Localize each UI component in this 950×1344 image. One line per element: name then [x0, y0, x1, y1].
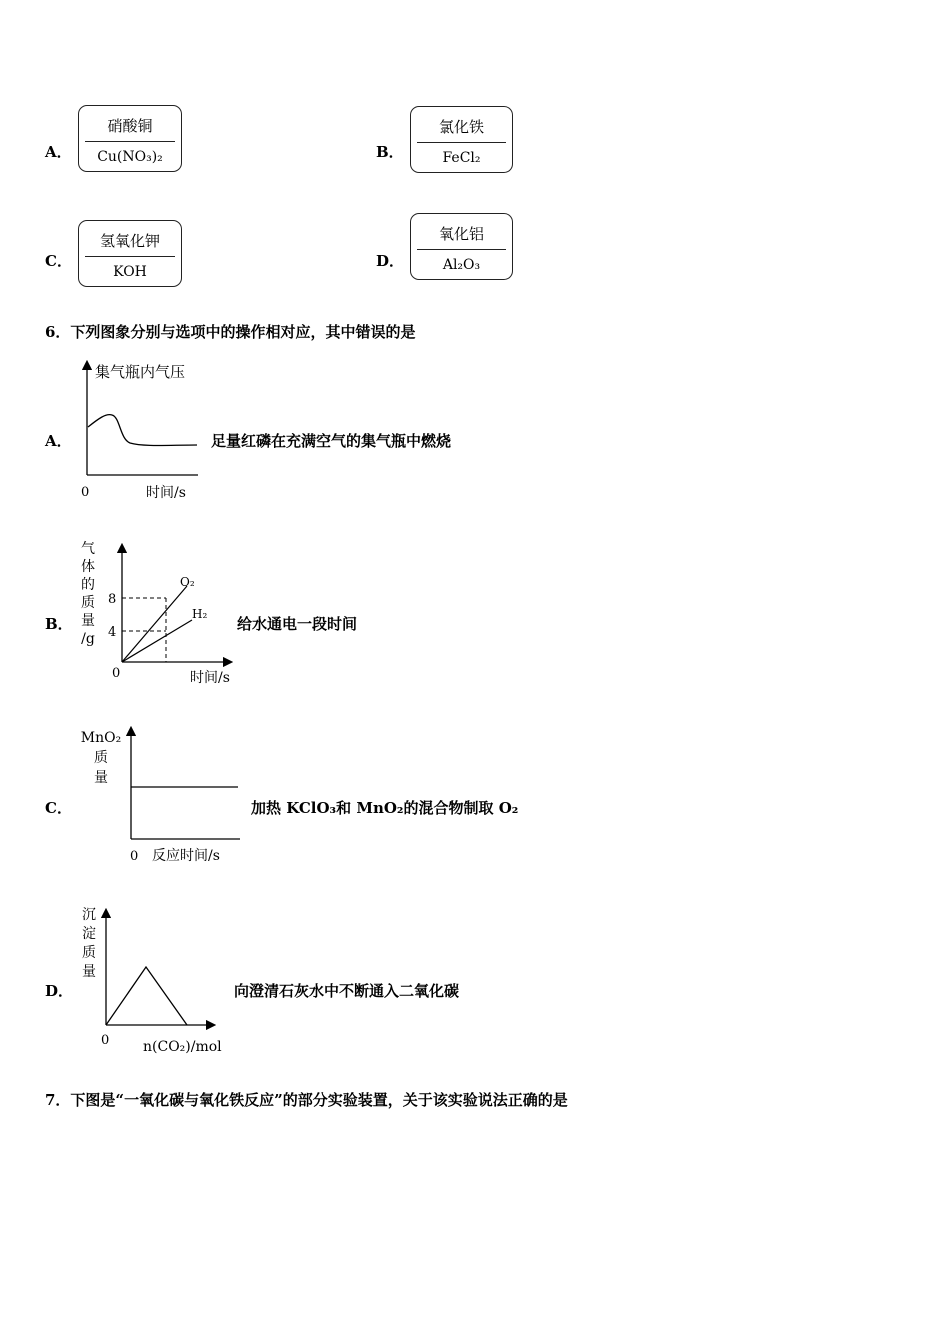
tick-label-4: 4 [108, 625, 117, 640]
x-axis-label: 时间/s [146, 485, 186, 501]
y-label-char: 体 [81, 559, 95, 575]
reagent-label-a [78, 105, 182, 172]
origin-label: 0 [101, 1033, 110, 1048]
question-6-stem: 6．下列图象分别与选项中的操作相对应，其中错误的是 [45, 323, 416, 341]
label-divider [417, 249, 506, 250]
graph-6c [120, 725, 250, 875]
y-label-char: 质 [81, 595, 95, 611]
option-desc-6d: 向澄清石灰水中不断通入二氧化碳 [234, 982, 460, 1000]
y-label-char: 的 [81, 577, 95, 593]
tick-label-8: 8 [108, 592, 117, 607]
y-label-char: 量 [82, 964, 96, 980]
option-desc-6a: 足量红磷在充满空气的集气瓶中燃烧 [211, 432, 452, 450]
y-label-char: 气 [81, 541, 95, 557]
option-letter-6b: B． [45, 615, 73, 633]
series-label-o2: O₂ [180, 575, 195, 589]
label-divider [85, 141, 175, 142]
option-letter-a: A． [45, 143, 72, 161]
graph-6a [70, 355, 210, 505]
option-letter-b: B． [376, 143, 404, 161]
reagent-name: 氢氧化钾 [99, 232, 160, 250]
y-label-char: 量 [81, 613, 95, 629]
series-line-h2 [122, 620, 192, 662]
series-label-h2: H₂ [192, 607, 208, 621]
option-letter-c: C． [45, 252, 72, 270]
reagent-label-c [78, 220, 182, 287]
y-label-text: MnO₂ [80, 730, 122, 746]
x-axis-label: n(CO₂)/mol [143, 1039, 222, 1055]
y-label-char: 量 [94, 770, 108, 786]
reagent-formula: Al₂O₃ [442, 257, 481, 273]
origin-label: 0 [112, 666, 121, 681]
series-line-o2 [122, 586, 187, 662]
y-axis-label-6b [78, 540, 98, 648]
reagent-name: 氯化铁 [438, 118, 484, 136]
reagent-formula: KOH [113, 264, 147, 280]
y-label-char: /g [81, 631, 95, 647]
graph-6b [100, 540, 240, 690]
y-label-char: 淀 [82, 926, 96, 942]
y-axis-label-6c [76, 728, 126, 788]
label-divider [417, 142, 506, 143]
option-desc-6c: 加热 KClO₃和 MnO₂的混合物制取 O₂ [251, 799, 519, 817]
reagent-formula: FeCl₂ [442, 150, 481, 166]
option-letter-6a: A． [45, 432, 72, 450]
y-label-char: 沉 [82, 907, 96, 923]
origin-label: 0 [81, 485, 90, 500]
y-label-char: 质 [82, 945, 96, 961]
label-divider [85, 256, 175, 257]
y-axis-label: 集气瓶内气压 [95, 363, 186, 381]
graph-6d [95, 905, 245, 1055]
option-letter-d: D． [376, 252, 405, 270]
precipitate-curve [106, 967, 187, 1025]
reagent-label-d [410, 213, 513, 280]
reagent-name: 硝酸铜 [107, 117, 153, 135]
x-axis-label: 反应时间/s [152, 848, 220, 864]
option-desc-6b: 给水通电一段时间 [237, 615, 358, 633]
y-label-char: 质 [94, 750, 108, 766]
option-letter-6c: C． [45, 799, 72, 817]
reagent-label-b [410, 106, 513, 173]
reagent-name: 氧化铝 [438, 225, 484, 243]
question-7-stem: 7．下图是“一氧化碳与氧化铁反应”的部分实验装置，关于该实验说法正确的是 [45, 1091, 568, 1109]
origin-label: 0 [130, 849, 139, 864]
pressure-curve [88, 415, 197, 446]
reagent-formula: Cu(NO₃)₂ [97, 149, 163, 165]
option-letter-6d: D． [45, 982, 74, 1000]
x-axis-label: 时间/s [190, 670, 230, 686]
